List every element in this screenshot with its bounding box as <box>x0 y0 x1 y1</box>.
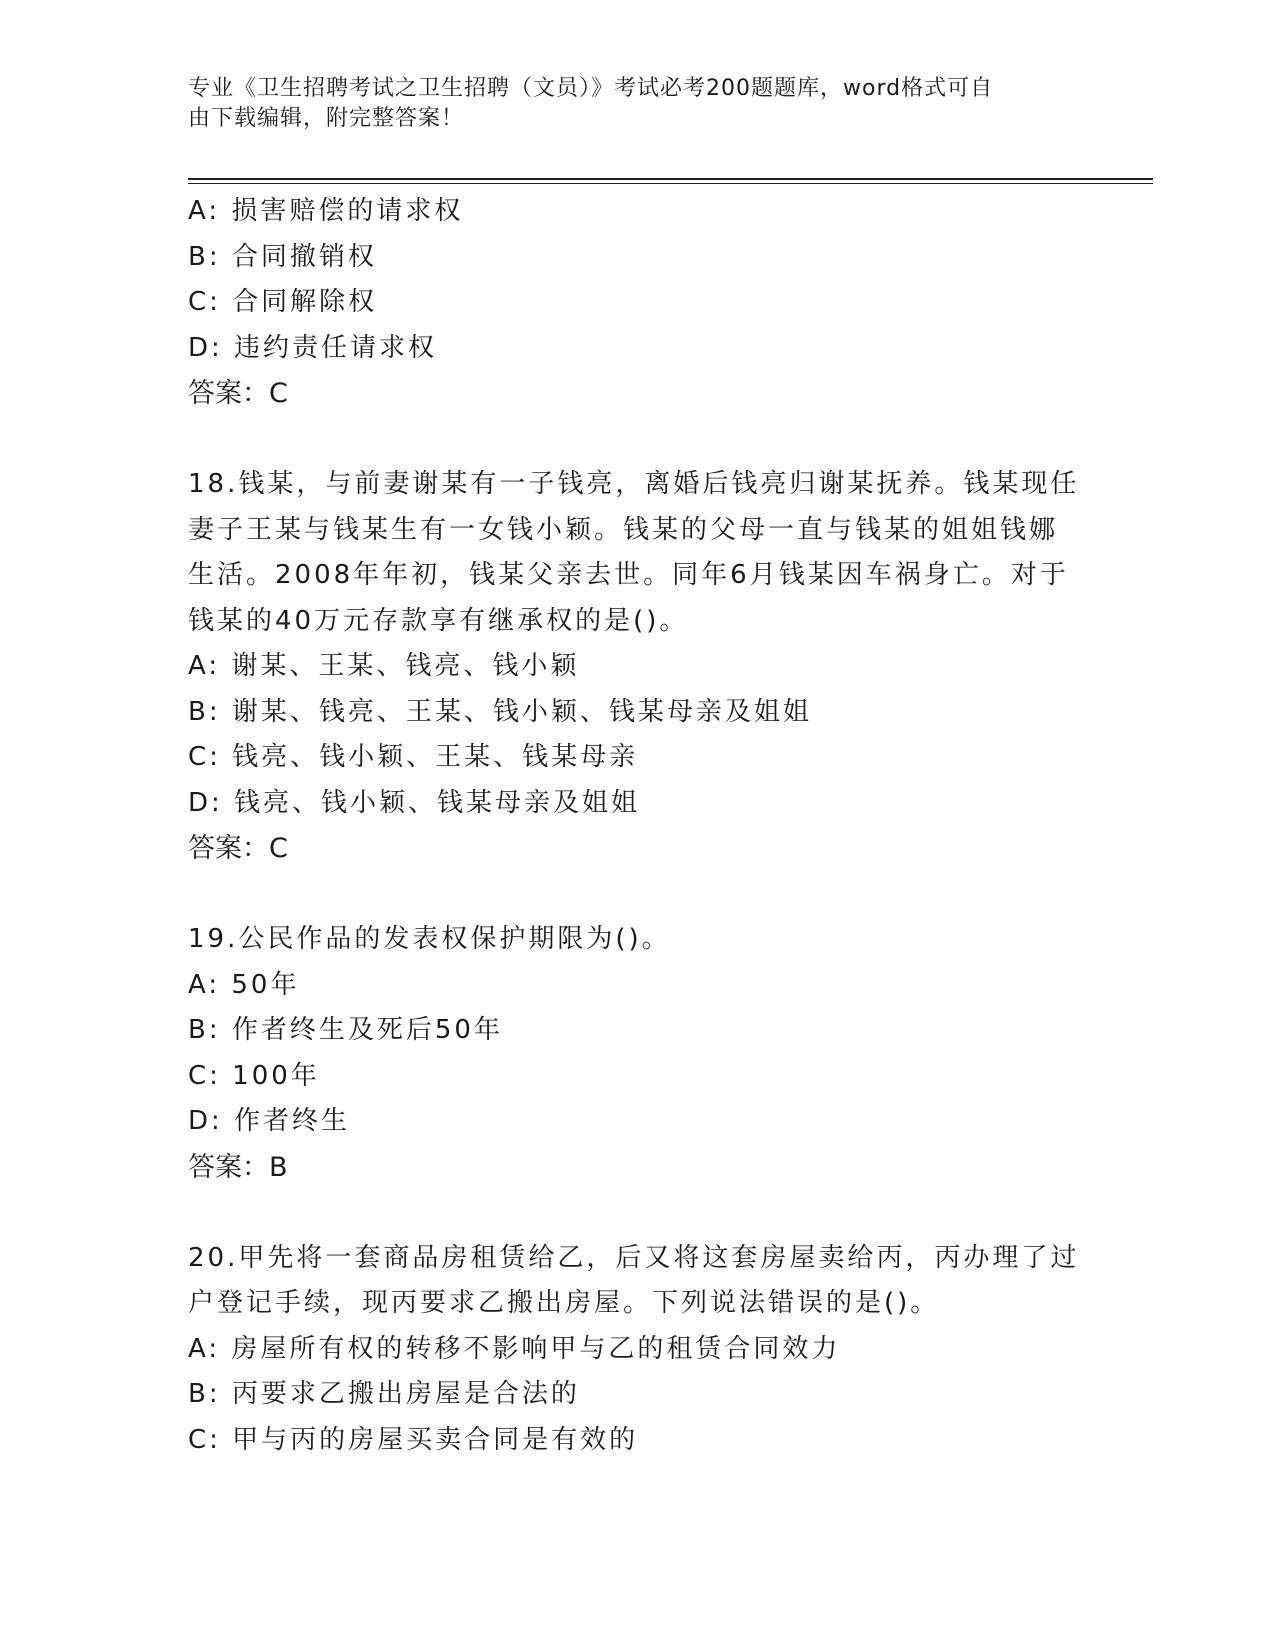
question-stem: 20.甲先将一套商品房租赁给乙，后又将这套房屋卖给丙，丙办理了过 <box>188 1242 1080 1273</box>
option-c: C: 合同解除权 <box>188 287 378 317</box>
option-d: D: 违约责任请求权 <box>188 332 438 363</box>
question-stem: 妻子王某与钱某生有一女钱小颖。钱某的父母一直与钱某的姐姐钱娜 <box>188 514 1059 545</box>
spacer <box>188 1190 1088 1236</box>
header-line-1: 专业《卫生招聘考试之卫生招聘（文员）》考试必考200题题库，word格式可自 <box>188 76 994 101</box>
option-c: C: 甲与丙的房屋买卖合同是有效的 <box>188 1424 639 1455</box>
header-divider-thin <box>188 183 1153 184</box>
option-b: B: 丙要求乙搬出房屋是合法的 <box>188 1379 580 1409</box>
question-list <box>188 189 1088 1463</box>
question-19 <box>188 917 1088 1190</box>
header-line-2: 由下载编辑，附完整答案！ <box>188 106 465 131</box>
question-stem: 18.钱某，与前妻谢某有一子钱亮，离婚后钱亮归谢某抚养。钱某现任 <box>188 469 1080 499</box>
question-stem: 19.公民作品的发表权保护期限为()。 <box>188 924 671 954</box>
option-d: D: 作者终生 <box>188 1106 351 1136</box>
option-b: B: 合同撤销权 <box>188 241 377 272</box>
question-stem: 钱某的40万元存款享有继承权的是()。 <box>188 605 689 636</box>
option-a: A: 50年 <box>188 969 300 1000</box>
spacer <box>188 417 1088 463</box>
header-divider-thick <box>188 178 1153 180</box>
question-17 <box>188 189 1088 417</box>
option-a: A: 损害赔偿的请求权 <box>188 196 464 226</box>
option-c: C: 100年 <box>188 1060 320 1091</box>
option-d: D: 钱亮、钱小颖、钱某母亲及姐姐 <box>188 787 641 818</box>
answer: 答案：B <box>188 1151 288 1183</box>
option-a: A: 房屋所有权的转移不影响甲与乙的租赁合同效力 <box>188 1333 841 1364</box>
question-20 <box>188 1236 1088 1464</box>
question-stem: 户登记手续，现丙要求乙搬出房屋。下列说法错误的是()。 <box>188 1288 940 1318</box>
question-stem: 生活。2008年年初，钱某父亲去世。同年6月钱某因车祸身亡。对于 <box>188 560 1069 590</box>
question-18 <box>188 462 1088 872</box>
answer: 答案：C <box>188 833 288 864</box>
option-b: B: 作者终生及死后50年 <box>188 1015 503 1045</box>
option-a: A: 谢某、王某、钱亮、钱小颖 <box>188 651 580 681</box>
option-b: B: 谢某、钱亮、王某、钱小颖、钱某母亲及姐姐 <box>188 696 812 727</box>
answer: 答案：C <box>188 378 288 409</box>
option-c: C: 钱亮、钱小颖、王某、钱某母亲 <box>188 742 639 772</box>
document-header <box>188 74 1068 134</box>
spacer <box>188 872 1088 918</box>
